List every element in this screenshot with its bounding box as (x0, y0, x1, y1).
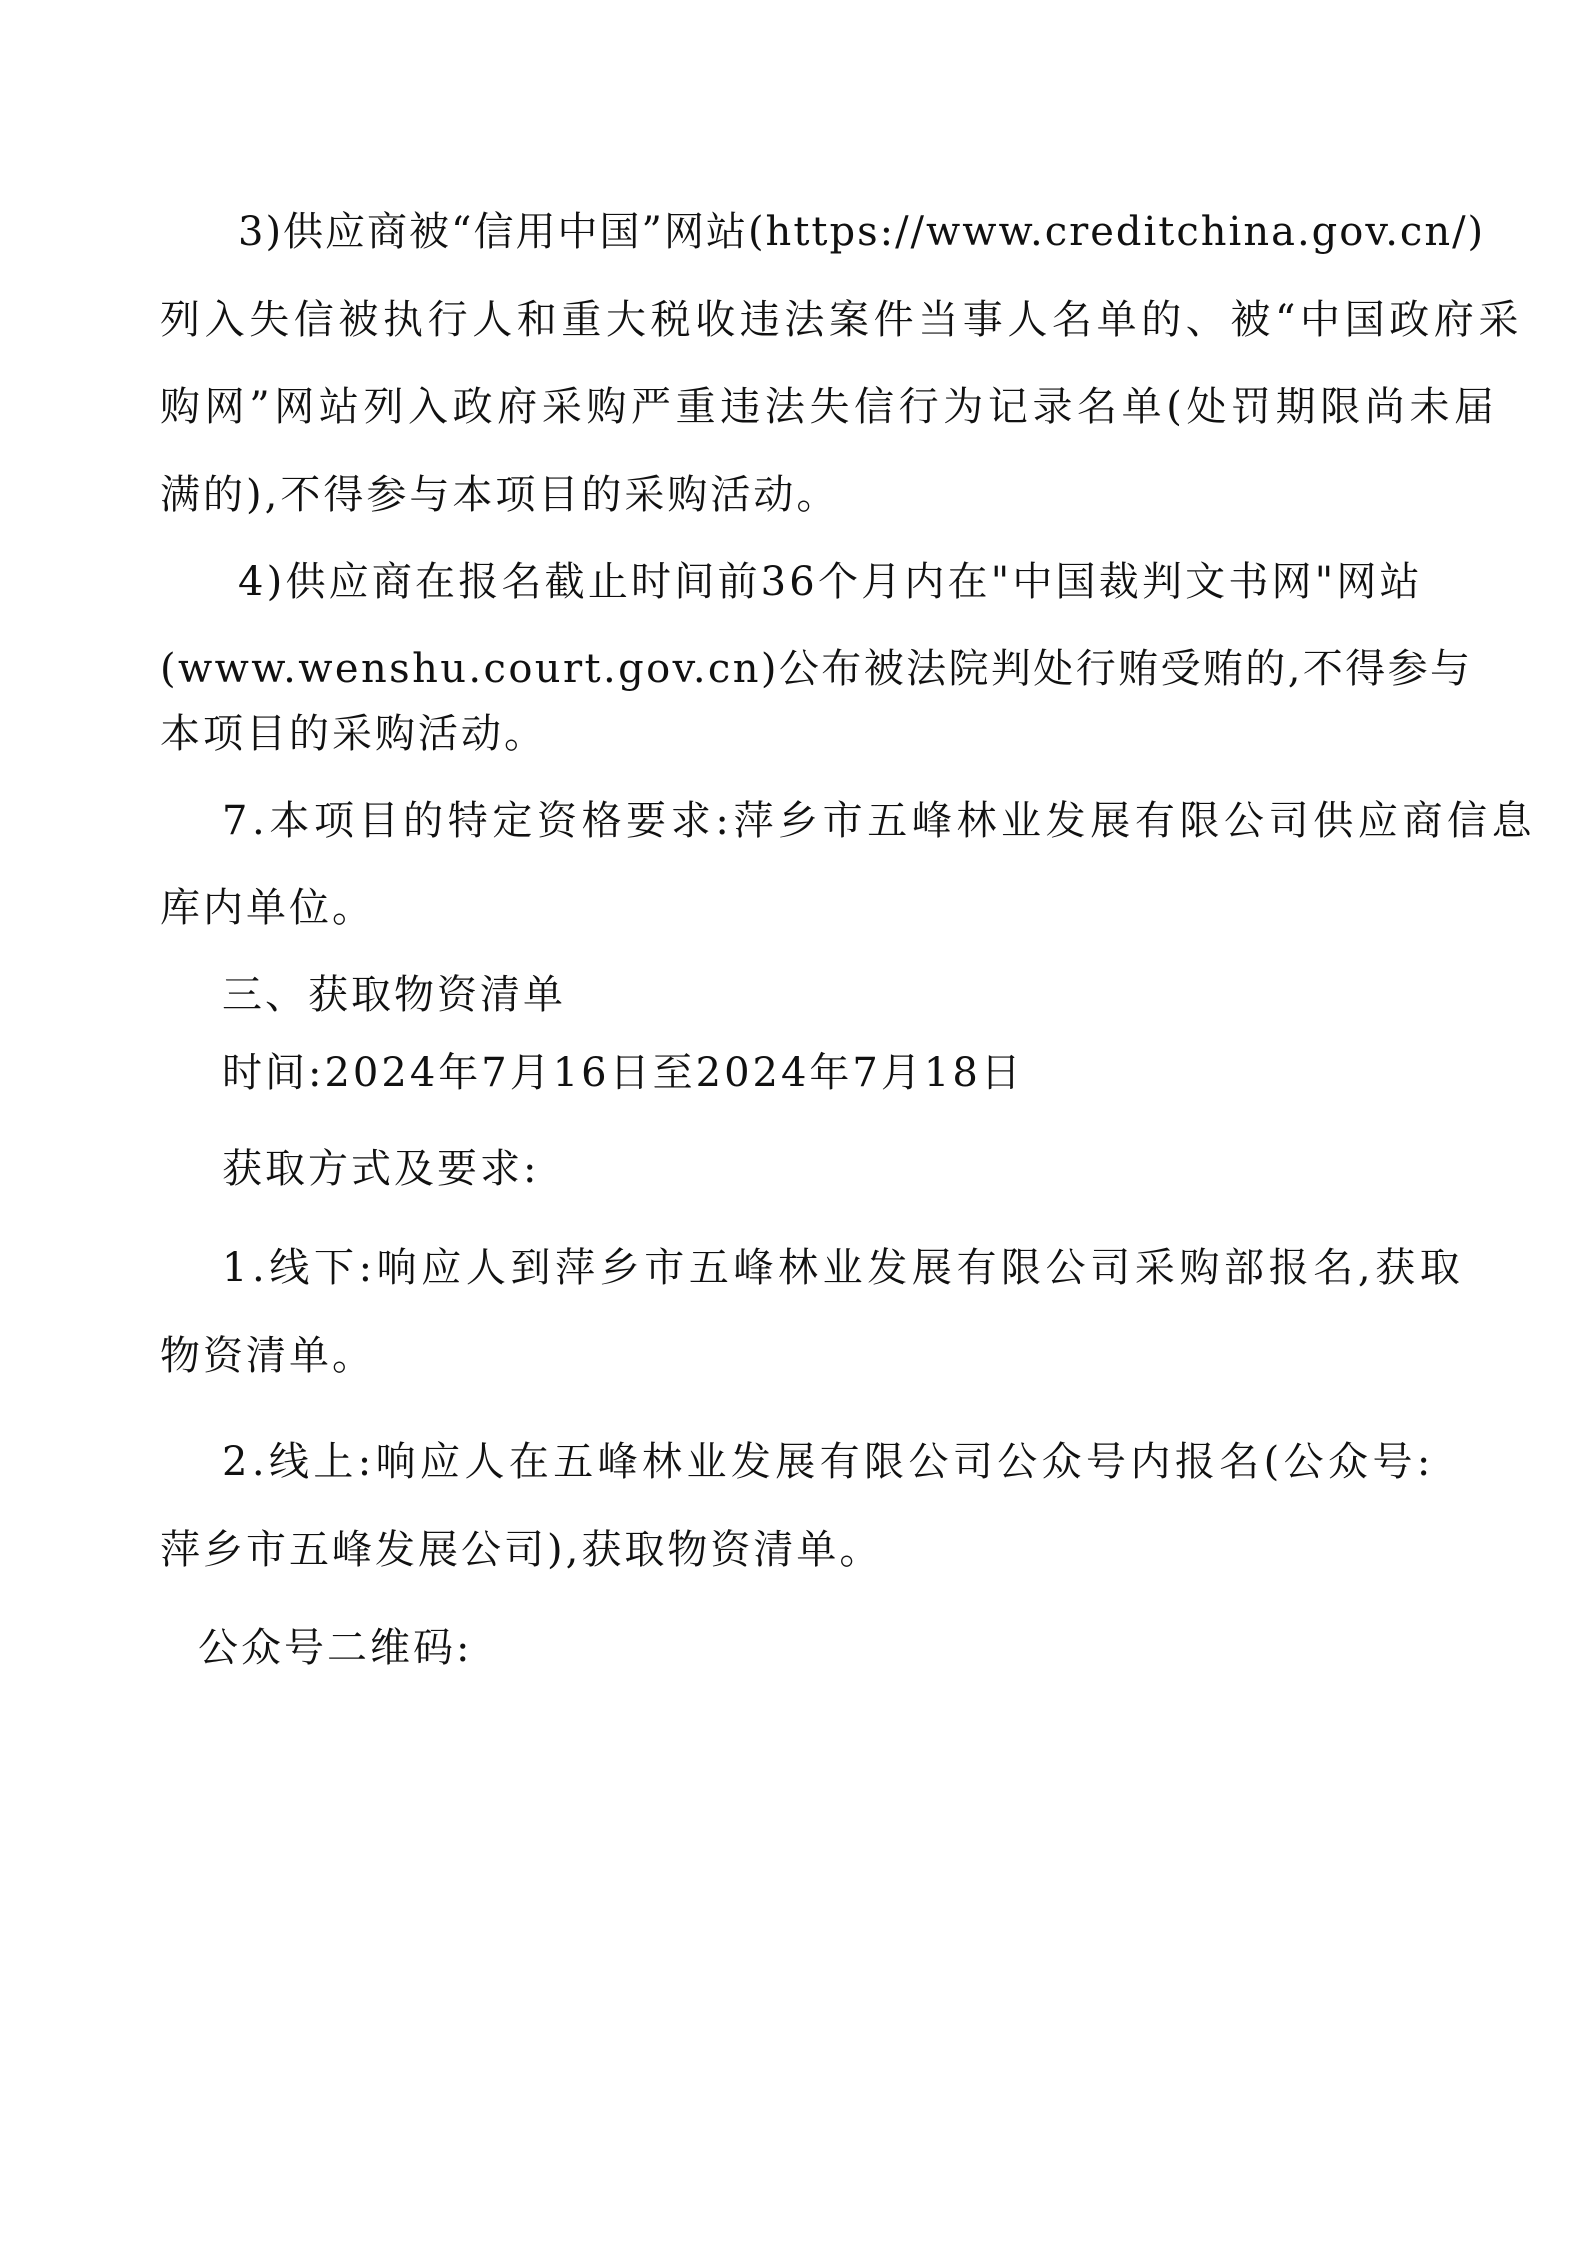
paragraph-line: 物资清单。 (160, 1333, 375, 1379)
qr-code-label: 公众号二维码: (198, 1625, 473, 1671)
paragraph-line: 时间:2024年7月16日至2024年7月18日 (222, 1050, 1024, 1096)
paragraph-line: 库内单位。 (160, 885, 375, 931)
paragraph-line: 购网”网站列入政府采购严重违法失信行为记录名单(处罚期限尚未届 (160, 384, 1499, 430)
paragraph-line: 满的),不得参与本项目的采购活动。 (160, 472, 840, 518)
paragraph-line: 获取方式及要求: (222, 1146, 540, 1192)
paragraph-line: 萍乡市五峰发展公司),获取物资清单。 (160, 1527, 883, 1573)
paragraph-line: 1.线下:响应人到萍乡市五峰林业发展有限公司采购部报名,获取 (222, 1245, 1465, 1291)
paragraph-line: 本项目的采购活动。 (160, 711, 547, 757)
paragraph-line: 7.本项目的特定资格要求:萍乡市五峰林业发展有限公司供应商信息 (222, 798, 1537, 844)
paragraph-line: 2.线上:响应人在五峰林业发展有限公司公众号内报名(公众号: (222, 1439, 1435, 1485)
paragraph-line: 列入失信被执行人和重大税收违法案件当事人名单的、被“中国政府采 (160, 297, 1524, 343)
section-heading: 三、获取物资清单 (222, 972, 566, 1018)
paragraph-line: (www.wenshu.court.gov.cn)公布被法院判处行贿受贿的,不得参与 (160, 646, 1473, 692)
paragraph-line: 3)供应商被“信用中国”网站(https://www.creditchina.gov.cn/) (238, 209, 1486, 255)
paragraph-line: 4)供应商在报名截止时间前36个月内在"中国裁判文书网"网站 (238, 559, 1423, 605)
